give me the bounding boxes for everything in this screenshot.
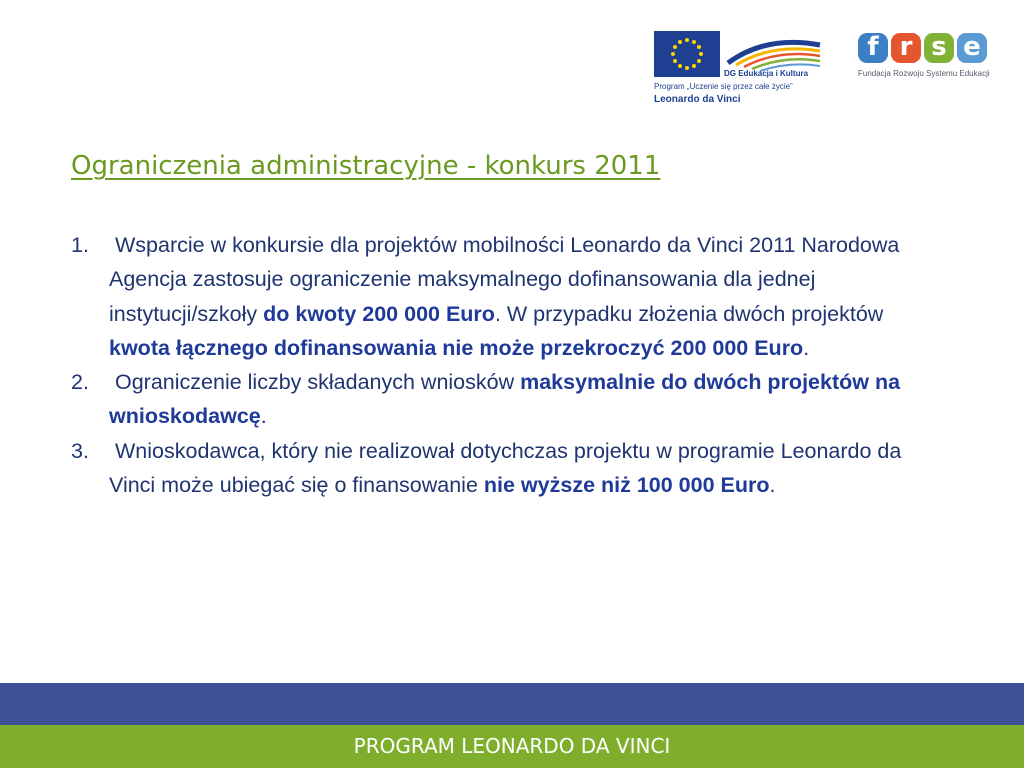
- footer-blue-band: [0, 683, 1024, 725]
- list-item: [71, 228, 921, 365]
- list-item-number: 1.: [71, 233, 89, 257]
- list-item-emphasis: kwota łącznego dofinansowania nie może przekroczyć 200 000 Euro: [109, 335, 804, 360]
- eu-logo-line-2: Program „Uczenie się przez całe życie”: [654, 82, 793, 91]
- list-item-emphasis: maksymalnie do dwóch projektów na wnioskodawcę: [109, 370, 901, 429]
- eu-logo-line-3: Leonardo da Vinci: [654, 94, 741, 105]
- footer-program-name: PROGRAM LEONARDO DA VINCI: [353, 734, 671, 758]
- frse-letter-f: f: [858, 33, 888, 63]
- restrictions-list: [71, 228, 921, 502]
- list-item-number: 2.: [71, 370, 89, 395]
- list-item-text: .: [769, 473, 776, 498]
- leonardo-swoosh-icon: [726, 33, 822, 73]
- list-item: [71, 434, 921, 503]
- frse-logo: [856, 33, 996, 83]
- list-item-text: .: [260, 404, 267, 429]
- frse-letter-r: r: [891, 33, 921, 63]
- slide-title: Ograniczenia administracyjne - konkurs 2011: [71, 151, 661, 181]
- list-item-text: . W przypadku złożenia dwóch projektów: [494, 301, 884, 326]
- list-item-text: Wsparcie w konkursie dla projektów mobilności Leonardo da Vinci 2011 Narodowa Agencja zastosuje ograniczenie maksymalnego dofinansowania dla jednej instytucji/szkoły: [109, 233, 900, 326]
- frse-letter-e: e: [957, 33, 987, 63]
- list-item-number: 3.: [71, 438, 89, 463]
- eu-flag-icon: [654, 31, 720, 77]
- frse-letter-s: s: [924, 33, 954, 63]
- footer-green-band: [0, 725, 1024, 768]
- frse-letters: [858, 33, 987, 63]
- eu-logo-line-1: DG Edukacja i Kultura: [724, 69, 809, 78]
- frse-subtitle: Fundacja Rozwoju Systemu Edukacji: [858, 69, 990, 78]
- eu-leonardo-logo: [652, 31, 824, 115]
- list-item-text: Wnioskodawca, który nie realizował dotychczas projektu w programie Leonardo da Vinci może ubiegać się o finansowanie: [109, 438, 902, 498]
- list-item-text: .: [803, 335, 810, 360]
- list-item-text: Ograniczenie liczby składanych wniosków: [115, 370, 521, 395]
- list-item-emphasis: nie wyższe niż 100 000 Euro: [483, 473, 770, 498]
- list-item-emphasis: do kwoty 200 000 Euro: [263, 301, 495, 326]
- list-item: [71, 365, 921, 434]
